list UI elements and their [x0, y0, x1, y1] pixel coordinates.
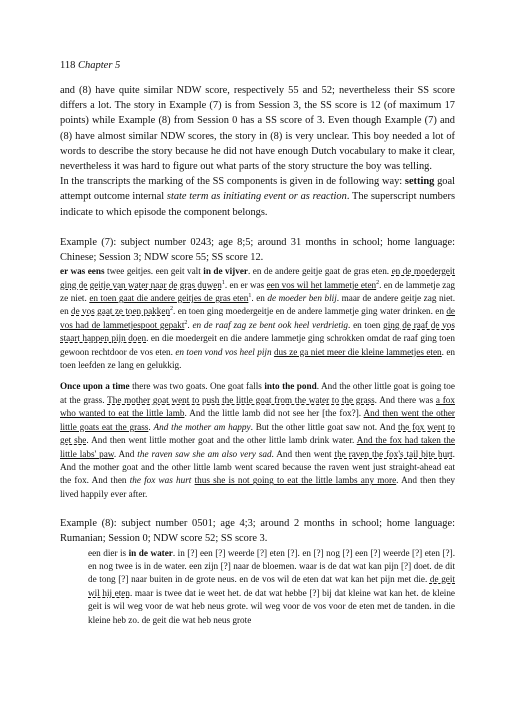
text-run: . en toen leefden ze lang en gelukkig. [60, 346, 456, 371]
text-run: . maar is twee dat ie weet het. de dat wat hebbe [?] bij dat kleine wat kan het. de kleine geit is wil weg voor de wat heb neus grote. wil weg voor de vos voor de eten met de tanden. in die kleine heb zo. de geit die wat heb neus grote [88, 587, 456, 625]
state-term: state term as initiating event or as reaction [166, 191, 347, 203]
bold-setting-run: in de water [128, 547, 173, 558]
text-run: . en die moedergeit en die andere lammetje ging schrokken omdat de raaf ging toen gewoon rechtdoor de vos eten. [60, 333, 455, 357]
episode-superscript: 2 [184, 319, 188, 326]
running-header [60, 60, 120, 71]
example7-heading: Example (7): subject number 0243; age 8;5; around 31 months in school; home language: Chinese; Session 3; NDW score 55; SS score 12. [60, 236, 455, 264]
text-run: . And the little lamb did not see her [the fox?]. [184, 408, 364, 419]
episode-superscript: 1 [221, 279, 225, 286]
dashed-attempt-run: the fox went to get she [60, 421, 455, 446]
italic-state-run: the raven saw she am also very sad [137, 448, 272, 459]
bold-setting-run: into the pond [264, 381, 317, 392]
spacer [60, 372, 455, 380]
underlined-outcome-run: And then went the other little goats eat the grass [60, 408, 455, 432]
dashed-attempt-run: ging de raaf de vos staart happen pijn doen [60, 319, 455, 344]
bold-setting-run: in de vijver [203, 266, 248, 277]
text-run: twee geitjes. een geit valt [104, 266, 204, 277]
episode-superscript: 1 [248, 292, 252, 299]
dashed-attempt-run: de vos gaat ze toen pakken [71, 306, 171, 317]
episode-superscript: 2 [376, 279, 380, 286]
italic-state-run: the fox was hurt [129, 475, 192, 486]
text-run: . And then went little mother goat and the other little lamb drink water. [86, 435, 357, 446]
text-run: there was two goats. One goat falls [129, 381, 265, 392]
underlined-outcome-run: een vos wil het lammetje eten [266, 279, 377, 290]
dashed-attempt-run: en de moedergeit ging de geitje van water naar de gras duwen [60, 266, 455, 290]
italic-state-run: en toen vond vos heel pijn [175, 346, 272, 357]
bold-setting-run: er was eens [60, 266, 105, 277]
chapter-title: Chapter 5 [78, 60, 121, 71]
text-run: . But the other little goat saw not. And [250, 421, 399, 432]
example8-heading: Example (8): subject number 0501; age 4;3; around 2 months in school; home language: Rumanian; Session 0; NDW score 52; SS score 3. [60, 518, 455, 545]
italic-state-run: en de raaf zag ze bent ook heel verdrietig [192, 319, 349, 330]
example8-dutch-transcript [88, 547, 455, 627]
text-run: . And the other little goat is going toe at the grass. [60, 381, 455, 405]
dashed-attempt-run: de geit wil hij eten [88, 574, 455, 598]
text-run: . en toen [348, 319, 384, 330]
underlined-outcome-run: thus she is not going to eat the little lambs any more [194, 475, 397, 486]
text-run: . en toen ging moedergeitje en de andere lammetje ging water drinken. en [173, 306, 447, 317]
underlined-outcome-run: And the fox had taken the little labs' paw [60, 435, 455, 459]
text-run: . en de andere geitje gaat de gras eten. [248, 266, 392, 277]
page-body [60, 83, 455, 627]
text-run: een dier is [88, 547, 129, 558]
dashed-attempt-run: The mother goat went to push the little goat from the water to the grass [107, 394, 375, 405]
episode-superscript: 2 [170, 306, 174, 313]
example7-english-transcript [60, 380, 455, 501]
marking-text-c: . The superscript numbers indicate to which episode the component belongs. [60, 191, 455, 218]
italic-state-run: de moeder ben blij [267, 293, 337, 304]
text-run: . And [113, 448, 138, 459]
marking-explanation [60, 174, 455, 220]
dashed-attempt-run: the raven the fox's tail bite hurt [334, 448, 453, 459]
marking-text-a: In the transcripts the marking of the SS components is given in de following way: [60, 176, 405, 188]
text-run: . [148, 421, 154, 432]
underlined-outcome-run: en toen gaat die andere geitjes de gras eten [89, 293, 249, 304]
underlined-outcome-run: dus ze ga niet meer die kleine lammetjes eten [273, 346, 442, 357]
text-run: . en er was [224, 279, 267, 290]
intro-paragraph: and (8) have quite similar NDW score, respectively 55 and 52; nevertheless their SS score differs a lot. The story in Example (7) is from Session 3, the SS score is 12 (of maximum 17 points) while Example (8) from Session 0 has a SS score of 3. Even though Example (7) and (8) have almost similar NDW scores, the story in (8) is very unclear. This boy needed a lot of words to describe the story because he did not have enough Dutch vocabulary to make it clear, nevertheless it was hard to figure out what parts of the story structure the boy was telling. [60, 85, 455, 173]
example7-dutch-transcript [60, 265, 455, 372]
marking-text-b: goal attempt outcome internal [60, 176, 455, 203]
text-run: . And there was [374, 394, 436, 405]
page-number: 118 [60, 60, 76, 71]
bold-setting-run: Once upon a time [60, 381, 130, 392]
text-run: . [187, 319, 193, 330]
italic-state-run: And the mother am happy [153, 421, 251, 432]
text-run: . in [?] een [?] weerde [?] eten [?]. en [?] nog [?] een [?] weerde [?] eten [?]. en nog twee is in de water. een zijn [?] naar de bloemen. waar is de dat wat kan pijn [?] doet. de dit de tong [?] naar buiten in de grote neus. en de vos wil de eten dat wat kan het pijn met die. [88, 547, 455, 585]
text-run: . And then they lived happily ever after. [60, 475, 456, 499]
text-run: . And the mother goat and the other little lamb went scared because the raven went just straight-ahead eat the fox. And then [60, 448, 455, 486]
text-run: . en de lammetje zag ze niet. [60, 279, 455, 304]
text-run: . en [251, 293, 268, 304]
text-run: . And then went [271, 448, 335, 459]
text-run: . maar de andere geitje zag niet. en [60, 293, 456, 317]
underlined-outcome-run: de vos had de lammetjespoot gepakt [60, 306, 455, 330]
underlined-outcome-run: a fox who wanted to eat the little lamb [60, 394, 455, 419]
setting-term: setting [404, 176, 435, 188]
